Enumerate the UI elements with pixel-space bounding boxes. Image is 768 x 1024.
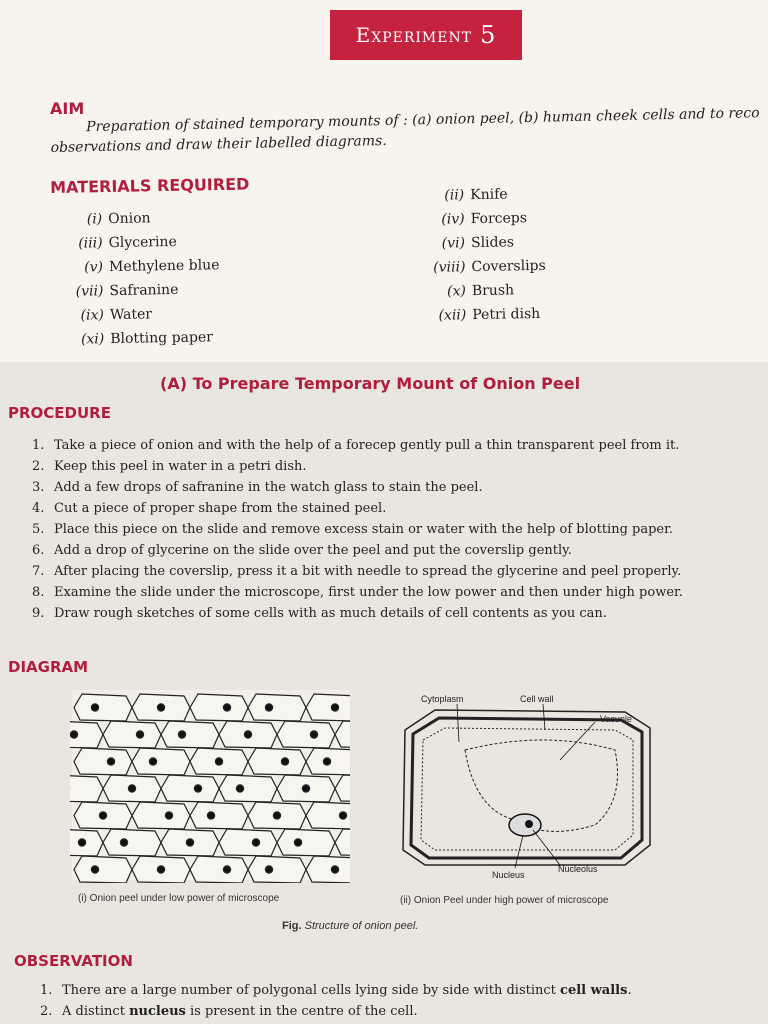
material-item: (ix) Water (80, 306, 153, 324)
material-item: (v) Methylene blue (84, 257, 220, 276)
cell-nucleus-dot (91, 866, 98, 873)
procedure-step: 5. Place this piece on the slide and remove excess stain or water with the help of blotting paper. (32, 522, 674, 537)
label-cytoplasm: Cytoplasm (421, 694, 464, 704)
observation-list (40, 980, 760, 1022)
cell-nucleus-dot (157, 704, 164, 711)
onion-cell (306, 694, 350, 721)
procedure-step: 2. Keep this peel in water in a petri dish. (32, 459, 307, 474)
caption-high-power: (ii) Onion Peel under high power of microscope (400, 895, 609, 906)
cell-nucleus-dot (78, 839, 85, 846)
onion-cell (161, 775, 219, 802)
onion-cell (103, 829, 161, 856)
aim-line-1: Preparation of stained temporary mounts of : (a) onion peel, (b) human cheek cells and to reco (86, 105, 760, 136)
onion-cell (74, 748, 132, 775)
label-vacuole: Vacuole (600, 714, 632, 724)
label-nucleus: Nucleus (492, 870, 525, 880)
onion-cell (248, 856, 306, 883)
cell-nucleus-dot (244, 731, 251, 738)
material-item: (i) Onion (86, 210, 151, 228)
materials-right-column (420, 182, 547, 328)
cell-nucleus-dot (91, 704, 98, 711)
label-cell-wall: Cell wall (520, 694, 554, 704)
material-item: (xi) Blotting paper (80, 329, 214, 348)
observation-heading: OBSERVATION (14, 952, 133, 970)
cell-nucleus-dot (215, 758, 222, 765)
procedure-step: 7. After placing the coverslip, press it a bit with needle to spread the glycerine and peel properly. (32, 564, 682, 579)
cell-nucleus-dot (70, 731, 77, 738)
observation-item: 2. A distinct nucleus is present in the centre of the cell. (40, 1004, 418, 1019)
onion-peel-low-power-diagram (70, 688, 350, 883)
cell-nucleus-dot (273, 812, 280, 819)
materials-left-column (58, 205, 221, 352)
material-item: (vi) Slides (441, 234, 515, 252)
cell-nucleus-dot (165, 812, 172, 819)
cell-nucleus-dot (99, 812, 106, 819)
cell-nucleus-dot (323, 758, 330, 765)
procedure-step: 8. Examine the slide under the microscope, first under the low power and then under high power. (32, 585, 683, 600)
material-item: (iii) Glycerine (78, 233, 177, 252)
cell-nucleus-dot (294, 839, 301, 846)
onion-cell (219, 829, 277, 856)
procedure-step: 9. Draw rough sketches of some cells with as much details of cell contents as you can. (32, 606, 607, 621)
material-item: (xii) Petri dish (438, 305, 541, 324)
cell-nucleus-dot (331, 704, 338, 711)
cell-nucleus-dot (186, 839, 193, 846)
aim-line-2: observations and draw their labelled diagrams. (50, 132, 387, 156)
material-item: (x) Brush (446, 282, 515, 300)
onion-cell (248, 694, 306, 721)
onion-cell (277, 829, 335, 856)
aim-heading: AIM (50, 99, 85, 118)
cell-nucleus-dot (157, 866, 164, 873)
cell-nucleus-dot (194, 785, 201, 792)
onion-cell (132, 802, 190, 829)
diagram-heading: DIAGRAM (8, 658, 89, 676)
experiment-label: Experiment (355, 23, 473, 47)
experiment-number: 5 (480, 21, 497, 49)
cell-nucleus-dot (302, 785, 309, 792)
onion-cell (103, 721, 161, 748)
material-item: (viii) Coverslips (433, 257, 546, 276)
onion-cell (190, 802, 248, 829)
onion-cell (277, 721, 335, 748)
materials-heading: MATERIALS REQUIRED (50, 174, 250, 197)
material-item: (iv) Forceps (441, 210, 528, 228)
cell-nucleus-dot (207, 812, 214, 819)
onion-cell (70, 775, 103, 802)
onion-cell (70, 829, 103, 856)
onion-cell (248, 748, 306, 775)
cell-nucleus-dot (128, 785, 135, 792)
procedure-step: 3. Add a few drops of safranine in the watch glass to stain the peel. (32, 480, 483, 495)
cell-nucleus-dot (149, 758, 156, 765)
onion-cell (161, 721, 219, 748)
cell-outline (403, 710, 650, 865)
experiment-banner (330, 10, 522, 60)
onion-cell (190, 856, 248, 883)
cell-nucleus-dot (252, 839, 259, 846)
procedure-heading: PROCEDURE (8, 404, 111, 422)
cell-nucleus-dot (223, 866, 230, 873)
onion-cell (74, 694, 132, 721)
cell-nucleus-dot (107, 758, 114, 765)
cell-nucleus-dot (178, 731, 185, 738)
cell-nucleus-dot (331, 866, 338, 873)
cell-nucleus-dot (310, 731, 317, 738)
procedure-step: 1. Take a piece of onion and with the help of a forecep gently pull a thin transparent peel from it. (32, 438, 680, 453)
procedure-step: 4. Cut a piece of proper shape from the stained peel. (32, 501, 387, 516)
cell-nucleus-dot (120, 839, 127, 846)
material-item: (ii) Knife (444, 186, 508, 204)
onion-cell (190, 694, 248, 721)
cell-nucleus-dot (281, 758, 288, 765)
procedure-list (32, 435, 752, 624)
cell-nucleus-dot (136, 731, 143, 738)
onion-peel-high-power-diagram (395, 690, 675, 882)
onion-cell (306, 856, 350, 883)
nucleus-shape (509, 814, 541, 836)
material-item: (vii) Safranine (75, 281, 179, 300)
cell-nucleus-dot (223, 704, 230, 711)
section-a-title: (A) To Prepare Temporary Mount of Onion Peel (160, 374, 581, 393)
onion-cell (74, 856, 132, 883)
onion-cell (219, 775, 277, 802)
observation-item: 1. There are a large number of polygonal cells lying side by side with distinct cell walls. (40, 983, 632, 998)
caption-low-power: (i) Onion peel under low power of microscope (78, 893, 280, 904)
figure-caption: Fig. Structure of onion peel. (282, 920, 419, 932)
cell-nucleus-dot (236, 785, 243, 792)
onion-cell (132, 748, 190, 775)
label-nucleolus: Nucleolus (558, 864, 598, 874)
cell-nucleus-dot (265, 704, 272, 711)
procedure-step: 6. Add a drop of glycerine on the slide over the peel and put the coverslip gently. (32, 543, 572, 558)
cell-nucleus-dot (265, 866, 272, 873)
cell-nucleus-dot (339, 812, 346, 819)
